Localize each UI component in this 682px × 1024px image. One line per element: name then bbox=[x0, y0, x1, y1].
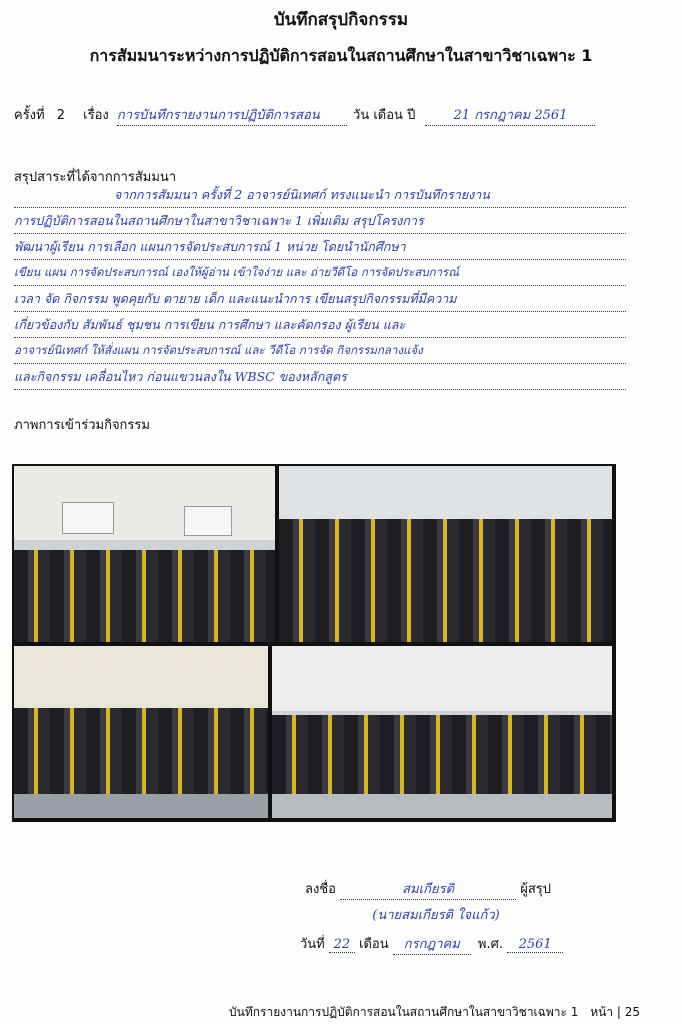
role-label: ผู้สรุป bbox=[520, 882, 552, 897]
page-footer bbox=[0, 1003, 640, 1022]
signature-value: สมเกียรติ bbox=[340, 878, 516, 900]
date-value: 21 กรกฎาคม 2561 bbox=[425, 104, 595, 126]
date-label: วัน เดือน ปี bbox=[353, 108, 416, 123]
summary-line: เวลา จัด กิจกรรม พูดคุยกับ ตายาย เด็ก และแนะนำการ เขียนสรุปกิจกรรมที่มีความ bbox=[14, 286, 626, 312]
photo-group-discussion-2 bbox=[272, 646, 612, 818]
summary-line: อาจารย์นิเทศก์ ให้สั่งแผน การจัดประสบการณ์ และ วีดีโอ การจัด กิจกรรมกลางแจ้ง bbox=[14, 338, 626, 364]
page-number: หน้า | 25 bbox=[590, 1005, 640, 1019]
session-label: ครั้งที่ bbox=[14, 108, 45, 123]
signature-line bbox=[305, 878, 551, 900]
footer-text: บันทึกรายงานการปฏิบัติการสอนในสถานศึกษาในสาขาวิชาเฉพาะ 1 bbox=[229, 1005, 579, 1019]
photo-group-discussion-1 bbox=[14, 646, 268, 818]
year-label: พ.ศ. bbox=[477, 937, 504, 952]
signer-name: (นายสมเกียรติ ใจแก้ว) bbox=[372, 908, 500, 923]
summary-line: การปฏิบัติการสอนในสถานศึกษาในสาขาวิชาเฉพาะ 1 เพิ่มเติม สรุปโครงการ bbox=[14, 208, 626, 234]
topic-label: เรื่อง bbox=[83, 108, 109, 123]
summary-heading: สรุปสาระที่ได้จากการสัมมนา bbox=[14, 170, 177, 185]
summary-lines bbox=[14, 182, 626, 390]
document-title: บันทึกสรุปกิจกรรม bbox=[273, 10, 409, 30]
year-value: 2561 bbox=[507, 937, 563, 953]
day-value: 22 bbox=[329, 937, 355, 953]
summary-line: จากการสัมมนา ครั้งที่ 2 อาจารย์นิเทศก์ ทรงแนะนำ การบันทึกรายงาน bbox=[14, 182, 626, 208]
signature-date-line bbox=[300, 933, 563, 955]
document-subtitle: การสัมมนาระหว่างการปฏิบัติการสอนในสถานศึกษาในสาขาวิชาเฉพาะ 1 bbox=[89, 46, 593, 65]
session-number: 2 bbox=[56, 108, 66, 123]
photo-collage bbox=[12, 464, 616, 822]
summary-line: และกิจกรรม เคลื่อนไหว ก่อนแขวนลงใน WBSC ของหลักสูตร bbox=[14, 364, 626, 390]
topic-value: การบันทึกรายงานการปฏิบัติการสอน bbox=[117, 104, 347, 126]
summary-line: พัฒนาผู้เรียน การเลือก แผนการจัดประสบการณ์ 1 หน่วย โดยนำนักศึกษา bbox=[14, 234, 626, 260]
session-row bbox=[14, 104, 595, 126]
photo-seated-students bbox=[279, 466, 612, 642]
month-label: เดือน bbox=[359, 937, 389, 952]
day-label: วันที่ bbox=[300, 937, 325, 952]
sign-label: ลงชื่อ bbox=[305, 882, 336, 897]
photos-heading: ภาพการเข้าร่วมกิจกรรม bbox=[14, 418, 150, 433]
month-value: กรกฎาคม bbox=[393, 933, 471, 955]
photo-lecture-hall bbox=[14, 466, 275, 642]
summary-line: เกี่ยวข้องกับ สัมพันธ์ ชุมชน การเขียน การศึกษา และคัดกรอง ผู้เรียน และ bbox=[14, 312, 626, 338]
summary-line: เขียน แผน การจัดประสบการณ์ เองให้ผู้อ่าน เข้าใจง่าย และ ถ่ายวีดีโอ การจัดประสบการณ์ bbox=[14, 260, 626, 286]
